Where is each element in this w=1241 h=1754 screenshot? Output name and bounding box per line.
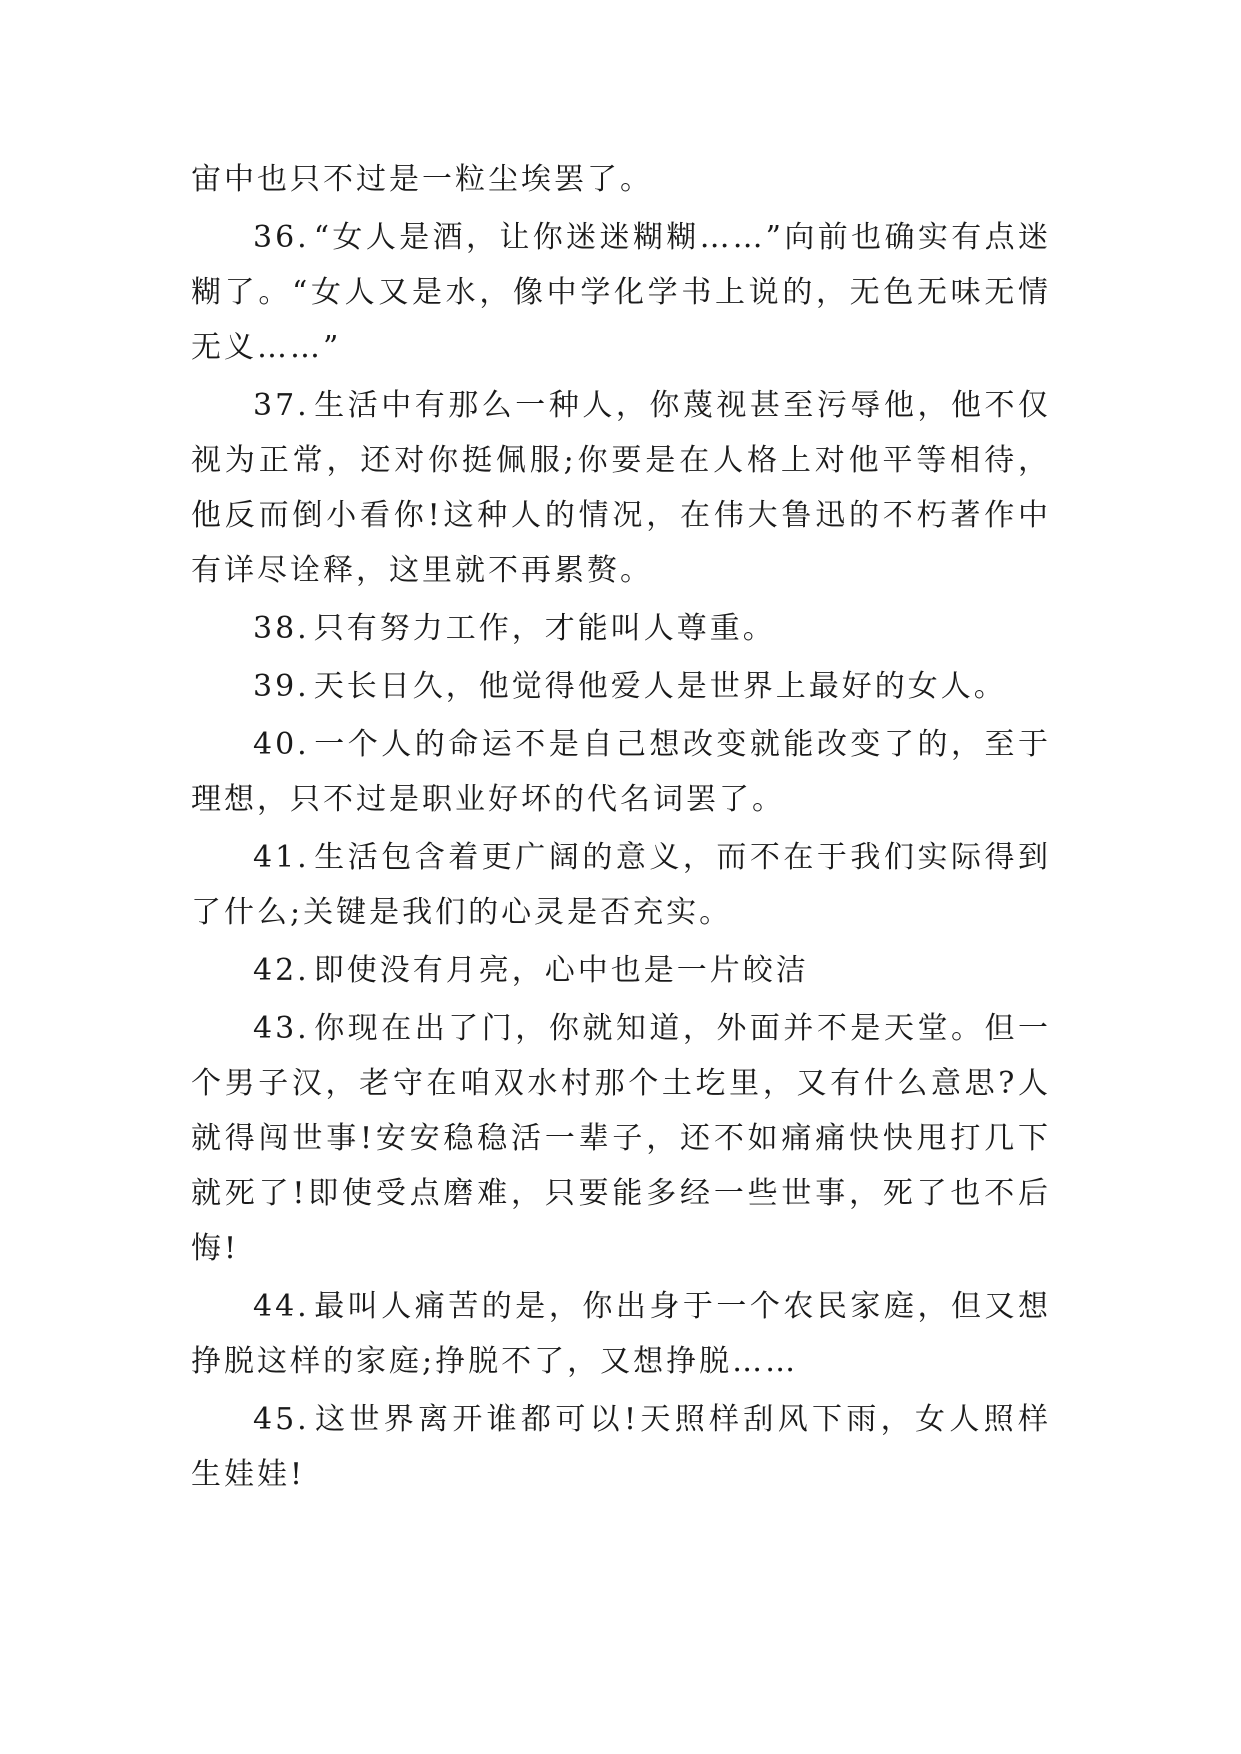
paragraph-45 bbox=[191, 1392, 1051, 1502]
paragraph-text: 一个人的命运不是自己想改变就能改变了的，至于理想，只不过是职业好坏的代名词罢了。 bbox=[191, 727, 1051, 817]
paragraph-text: 只有努力工作，才能叫人尊重。 bbox=[313, 611, 776, 646]
paragraph-number: 41. bbox=[253, 840, 310, 875]
paragraph-number: 36. bbox=[253, 220, 310, 255]
paragraph-number: 45. bbox=[253, 1402, 310, 1437]
paragraph-38 bbox=[191, 601, 1051, 656]
paragraph-number: 38. bbox=[253, 611, 310, 646]
paragraph-number: 37. bbox=[253, 388, 310, 423]
paragraph-text: 你现在出了门，你就知道，外面并不是天堂。但一个男子汉，老守在咱双水村那个土圪里，又有什么意思?人就得闯世事!安安稳稳活一辈子，还不如痛痛快快甩打几下就死了!即使受点磨难，只要能多经一些世事，死了也不后悔! bbox=[191, 1011, 1051, 1266]
paragraph-40 bbox=[191, 717, 1051, 827]
paragraph-41 bbox=[191, 830, 1051, 940]
paragraph-39 bbox=[191, 659, 1051, 714]
text-block bbox=[191, 152, 1051, 1505]
paragraph-43 bbox=[191, 1001, 1051, 1276]
paragraph-42 bbox=[191, 943, 1051, 998]
paragraph-37 bbox=[191, 378, 1051, 598]
paragraph-44 bbox=[191, 1279, 1051, 1389]
paragraph-text: 生活包含着更广阔的意义，而不在于我们实际得到了什么;关键是我们的心灵是否充实。 bbox=[191, 840, 1051, 930]
paragraph-text: “女人是酒，让你迷迷糊糊……”向前也确实有点迷糊了。“女人又是水，像中学化学书上说的，无色无味无情无义……” bbox=[191, 220, 1051, 365]
paragraph-continuation bbox=[191, 152, 1051, 207]
paragraph-text: 这世界离开谁都可以!天照样刮风下雨，女人照样生娃娃! bbox=[191, 1402, 1051, 1492]
paragraph-number: 42. bbox=[253, 953, 310, 988]
paragraph-number: 40. bbox=[253, 727, 310, 762]
paragraph-text: 宙中也只不过是一粒尘埃罢了。 bbox=[191, 162, 653, 197]
paragraph-text: 即使没有月亮，心中也是一片皎洁 bbox=[313, 953, 809, 988]
paragraph-text: 天长日久，他觉得他爱人是世界上最好的女人。 bbox=[313, 669, 1007, 704]
paragraph-text: 最叫人痛苦的是，你出身于一个农民家庭，但又想挣脱这样的家庭;挣脱不了，又想挣脱…… bbox=[191, 1289, 1051, 1379]
paragraph-number: 44. bbox=[253, 1289, 310, 1324]
paragraph-36 bbox=[191, 210, 1051, 375]
paragraph-number: 39. bbox=[253, 669, 310, 704]
paragraph-number: 43. bbox=[253, 1011, 310, 1046]
paragraph-text: 生活中有那么一种人，你蔑视甚至污辱他，他不仅视为正常，还对你挺佩服;你要是在人格上对他平等相待，他反而倒小看你!这种人的情况，在伟大鲁迅的不朽著作中有详尽诠释，这里就不再累赘。 bbox=[191, 388, 1051, 588]
